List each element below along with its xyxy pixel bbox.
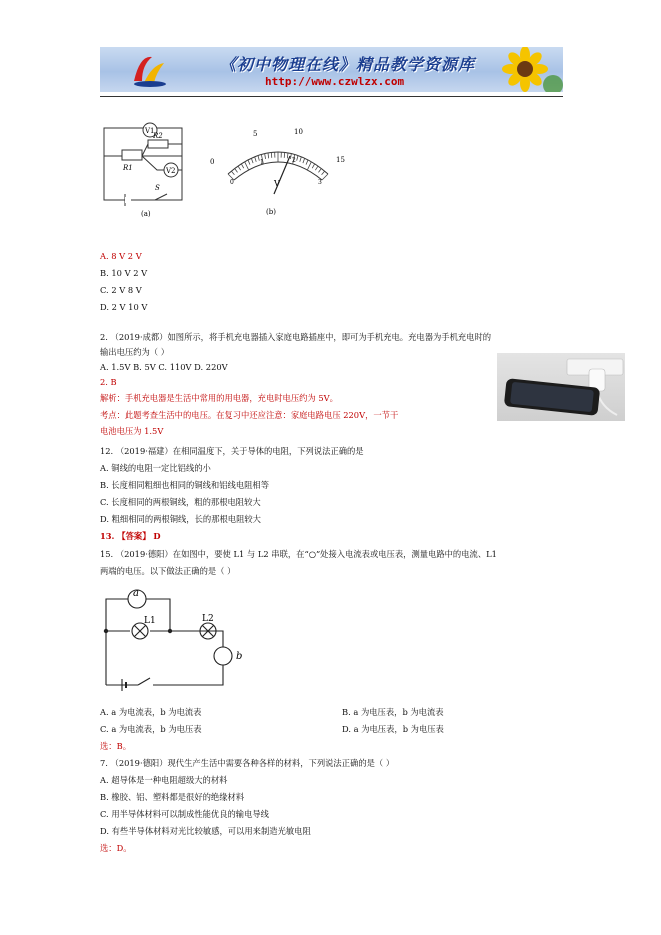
q12-option-a: A. 铜线的电阻一定比铝线的小 — [100, 463, 211, 473]
dial-tick — [287, 153, 288, 158]
logo-icon — [130, 51, 170, 89]
q15-fig-b-label: b — [236, 651, 243, 662]
dial-tick — [312, 164, 314, 168]
dial-tick — [322, 171, 325, 175]
dial-tick — [241, 164, 243, 168]
dial-tick — [318, 169, 321, 173]
q12-option-d: D. 粗细相同的两根铜线，长的那根电阻较大 — [100, 514, 261, 524]
banner-url: http://www.czwlzx.com — [265, 75, 405, 88]
voltmeter-dial-b — [208, 122, 348, 222]
meter-top-zero: 0 — [210, 158, 215, 166]
r2-label: R2 — [153, 132, 163, 140]
q2-answer: 2. B — [100, 377, 117, 387]
dial-tick — [300, 157, 302, 162]
circuit-diagram-a — [95, 118, 195, 218]
q2-note-line2: 电池电压为 1.5V — [100, 426, 164, 436]
q12-answer: 13. 【答案】 D — [100, 531, 161, 541]
dial-tick — [245, 162, 249, 170]
dial-tick — [268, 153, 269, 158]
meter-bottom-tick-2: 2 — [292, 157, 296, 164]
dial-tick — [303, 158, 305, 163]
meter-bottom-tick-0: 0 — [230, 179, 234, 186]
dial-tick — [238, 166, 241, 170]
dial-tick — [297, 156, 298, 161]
dial-tick — [231, 171, 234, 175]
q15-fig-l2-label: L2 — [202, 614, 214, 624]
meter-top-tick-15: 15 — [336, 156, 345, 164]
q15-option-b: B. a 为电压表，b 为电流表 — [342, 707, 444, 717]
q15-stem-line2: 两端的电压。以下做法正确的是（ ） — [100, 566, 236, 576]
s-label: S — [155, 184, 160, 192]
q15-option-d: D. a 为电压表，b 为电压表 — [342, 724, 444, 734]
meter-top-tick-10: 10 — [294, 128, 303, 136]
dial-tick — [307, 162, 311, 170]
q1-option-b: B. 10 V 2 V — [100, 268, 148, 278]
header-banner — [100, 47, 563, 92]
dial-tick — [315, 166, 318, 170]
q15-answer: 选：B。 — [100, 741, 131, 751]
q2-note-line1: 考点：此题考查生活中的电压。在复习中还应注意：家庭电路电压 220V，一节干 — [100, 410, 399, 420]
dial-tick — [248, 160, 250, 165]
meter-top-tick-5: 5 — [253, 130, 258, 138]
phone-charging-photo — [497, 353, 625, 421]
sunflower-icon — [495, 47, 563, 92]
q1-option-a: A. 8 V 2 V — [100, 251, 142, 261]
q7-option-b: B. 橡胶、铝、塑料都是很好的绝缘材料 — [100, 792, 245, 802]
header-rule — [100, 96, 563, 97]
q15-stem-line1: 15. （2019·德阳）在如图中，要使 L1 与 L2 串联，在“○”处接入电流表或电压表，测量电路中的电流、L1 — [100, 549, 497, 559]
q15-option-c: C. a 为电流表，b 为电压表 — [100, 724, 202, 734]
q1-option-c: C. 2 V 8 V — [100, 285, 142, 295]
caption-b: (b) — [266, 208, 276, 216]
q1-option-d: D. 2 V 10 V — [100, 302, 148, 312]
dial-tick — [265, 154, 266, 159]
q7-option-c: C. 用半导体材料可以制成性能优良的输电导线 — [100, 809, 269, 819]
v2-label: V2 — [166, 167, 176, 175]
dial-tick — [235, 169, 238, 173]
caption-a: (a) — [141, 210, 151, 218]
q2-stem-line2: 输出电压约为（ ） — [100, 347, 170, 357]
q15-fig-a-label: a — [133, 588, 139, 599]
q15-option-a: A. a 为电流表，b 为电流表 — [100, 707, 202, 717]
q7-option-a: A. 超导体是一种电阻超级大的材料 — [100, 775, 228, 785]
dial-tick — [306, 160, 308, 165]
q7-stem: 7. （2019·德阳）现代生产生活中需要各种各样的材料，下列说法正确的是（ ） — [100, 758, 395, 768]
r1-label: R1 — [123, 164, 133, 172]
meter-unit: V — [274, 179, 280, 188]
q7-answer: 选：D。 — [100, 843, 132, 853]
q2-options: A. 1.5V B. 5V C. 110V D. 220V — [100, 362, 228, 372]
meter-bottom-tick-3: 3 — [318, 179, 322, 186]
dial-tick — [251, 158, 253, 163]
q2-analysis: 解析：手机充电器是生活中常用的用电器，充电时电压约为 5V。 — [100, 393, 338, 403]
v1-label: V1 — [145, 127, 155, 135]
dial-tick — [255, 157, 257, 162]
q12-stem: 12. （2019·福建）在相同温度下，关于导体的电阻，下列说法正确的是 — [100, 446, 364, 456]
banner-title: 《初中物理在线》精品教学资源库 — [220, 55, 476, 74]
q7-option-d: D. 有些半导体材料对光比较敏感，可以用来制造光敏电阻 — [100, 826, 311, 836]
q12-option-c: C. 长度相同的两根铜线，粗的那根电阻较大 — [100, 497, 261, 507]
q15-fig-l1-label: L1 — [144, 616, 156, 626]
q2-stem-line1: 2. （2019·成都）如图所示，将手机充电器插入家庭电路插座中，即可为手机充电。充电器为手机充电时的 — [100, 332, 492, 342]
dial-tick — [322, 174, 328, 180]
meter-bottom-tick-1: 1 — [260, 159, 264, 166]
circuit-diagram-q15 — [98, 585, 248, 693]
q12-option-b: B. 长度相同粗细也相同的铜线和铝线电阻相等 — [100, 480, 270, 490]
